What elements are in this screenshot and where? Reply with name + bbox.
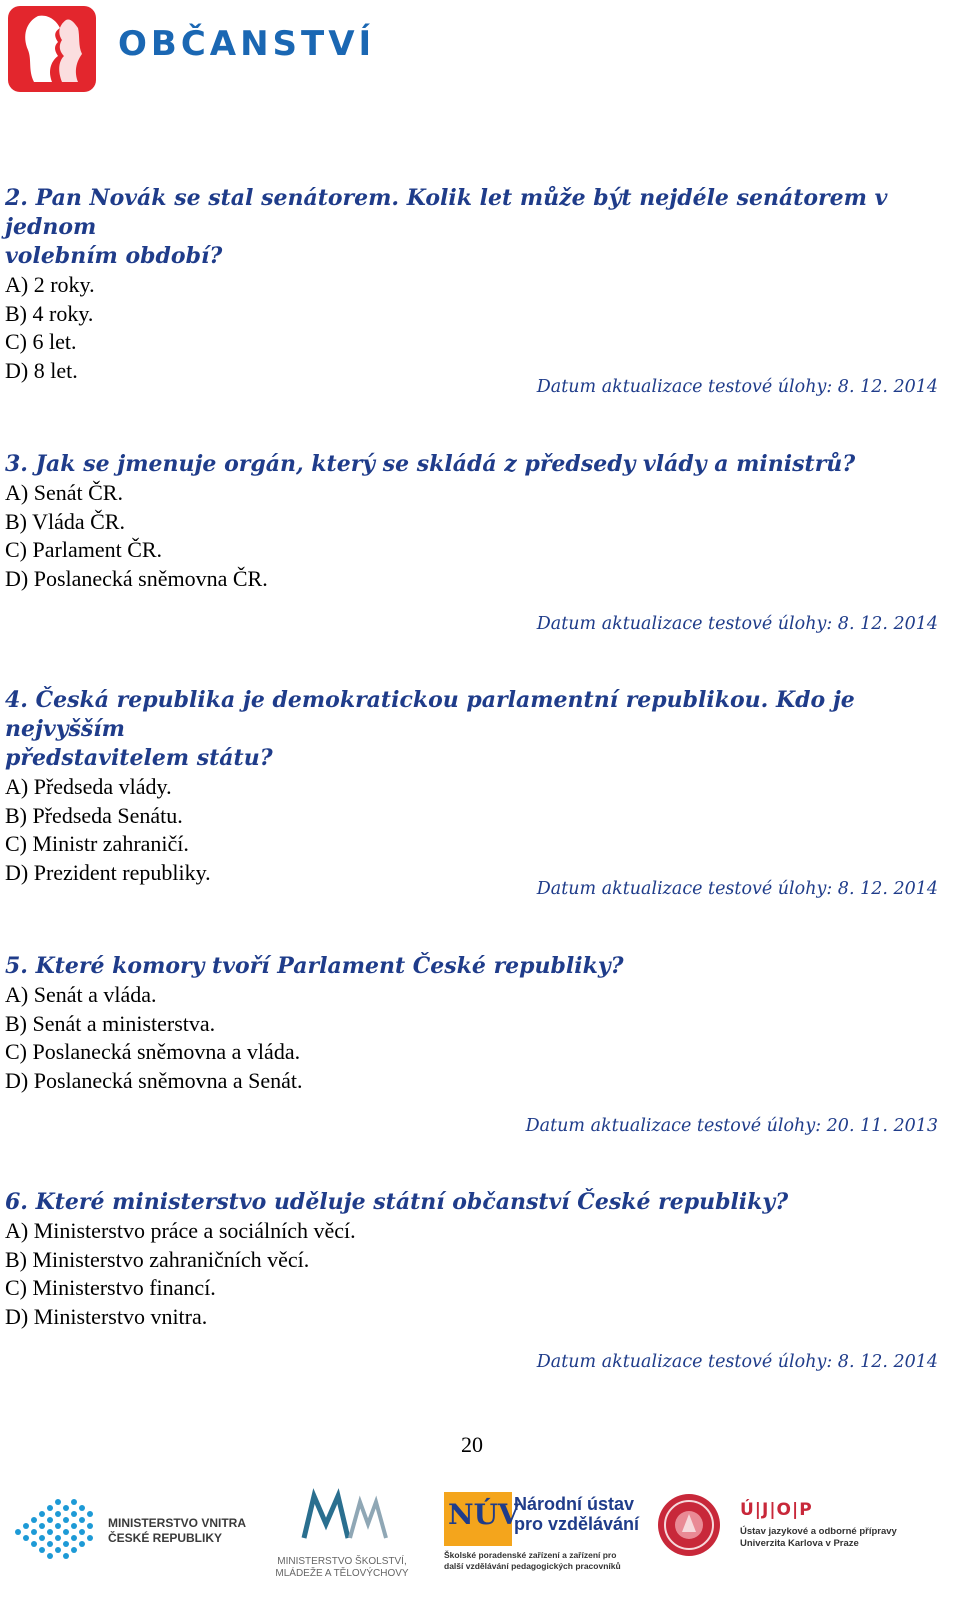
update-date: Datum aktualizace testové úlohy: 8. 12. 2014 — [536, 1352, 938, 1372]
answer-option: A) Senát a vláda. — [5, 982, 157, 1007]
answer-option: D) 8 let. — [5, 357, 78, 383]
answer-option: A) Ministerstvo práce a sociálních věcí. — [5, 1218, 356, 1243]
msmt-logo-icon — [300, 1488, 390, 1546]
nuv-logo-icon: NÚV — [444, 1492, 512, 1546]
question-title: 4. Česká republika je demokratickou parlamentní republikou. Kdo je nejvyšším — [5, 687, 855, 742]
obcanstvi-logo-icon — [8, 6, 96, 92]
answer-option: A) Předseda vlády. — [5, 774, 172, 799]
mvcr-dots-icon — [12, 1492, 98, 1562]
question-title: představitelem státu? — [5, 745, 273, 771]
question-title: 3. Jak se jmenuje orgán, který se skládá z předsedy vlády a ministrů? — [5, 451, 856, 477]
update-date: Datum aktualizace testové úlohy: 20. 11. 2013 — [525, 1116, 938, 1136]
answer-option: C) Parlament ČR. — [5, 537, 163, 562]
logo-text: OBČANSTVÍ — [118, 24, 376, 64]
answer-option: B) Předseda Senátu. — [5, 802, 183, 828]
question-title: 2. Pan Novák se stal senátorem. Kolik let může být nejdéle senátorem v jednom — [5, 185, 888, 240]
answer-option: B) Senát a ministerstva. — [5, 1010, 216, 1036]
msmt-text: MINISTERSTVO ŠKOLSTVÍ, MLÁDEŽE A TĚLOVÝCHOVY — [275, 1556, 409, 1579]
answer-option: B) Ministerstvo zahraničních věcí. — [5, 1246, 310, 1272]
footer-logos — [0, 1480, 960, 1604]
question-4 — [5, 686, 955, 887]
answer-option: D) Poslanecká sněmovna ČR. — [5, 565, 268, 591]
update-date: Datum aktualizace testové úlohy: 8. 12. 2014 — [536, 879, 938, 899]
page-number: 20 — [461, 1432, 483, 1457]
charles-university-seal-icon — [656, 1492, 722, 1558]
mvcr-text: MINISTERSTVO VNITRA ČESKÉ REPUBLIKY — [108, 1516, 247, 1545]
answer-option: C) Ministr zahraničí. — [5, 831, 189, 856]
answer-option: D) Prezident republiky. — [5, 859, 211, 885]
answer-option: B) Vláda ČR. — [5, 508, 125, 534]
ujop-mark: Ú|J|O|P — [740, 1500, 813, 1520]
answer-option: C) Ministerstvo financí. — [5, 1275, 216, 1300]
ujop-text: Ústav jazykové a odborné přípravy Univerzita Karlova v Praze — [740, 1526, 897, 1549]
question-5 — [5, 952, 955, 1095]
update-date: Datum aktualizace testové úlohy: 8. 12. 2014 — [536, 377, 938, 397]
answer-option: A) 2 roky. — [5, 272, 95, 297]
answer-option: D) Ministerstvo vnitra. — [5, 1303, 208, 1329]
answer-option: B) 4 roky. — [5, 300, 94, 326]
nuv-title: Národní ústav pro vzdělávání — [514, 1494, 640, 1534]
answer-option: D) Poslanecká sněmovna a Senát. — [5, 1067, 303, 1093]
question-title: 6. Které ministerstvo uděluje státní občanství České republiky? — [5, 1189, 789, 1215]
nuv-subtitle: Školské poradenské zařízení a zařízení pro další vzdělávání pedagogických pracovníků — [444, 1550, 621, 1571]
question-6 — [5, 1188, 955, 1331]
question-2 — [5, 184, 955, 385]
answer-option: C) 6 let. — [5, 329, 77, 354]
question-title: 5. Které komory tvoří Parlament České republiky? — [5, 953, 624, 979]
update-date: Datum aktualizace testové úlohy: 8. 12. 2014 — [536, 614, 938, 634]
question-title: volebním období? — [5, 243, 223, 269]
question-3 — [5, 450, 955, 593]
answer-option: C) Poslanecká sněmovna a vláda. — [5, 1039, 301, 1064]
answer-option: A) Senát ČR. — [5, 480, 123, 505]
